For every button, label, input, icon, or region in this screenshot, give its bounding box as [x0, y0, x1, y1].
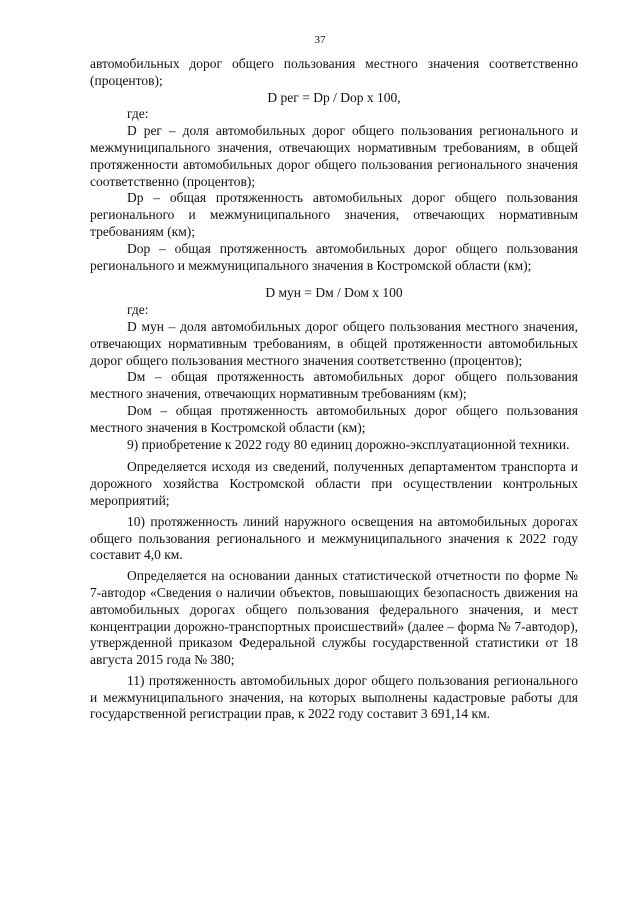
definition-dor: Dор – общая протяженность автомобильных дорог общего пользования регионального и межмуниципального значения в Костромской области (км); [90, 240, 578, 273]
definition-dom: Dом – общая протяженность автомобильных дорог общего пользования местного значения в Костромской области (км); [90, 402, 578, 435]
paragraph-continuation: автомобильных дорог общего пользования местного значения соответственно (процентов); [90, 56, 578, 88]
document-body [90, 56, 578, 723]
method-9: Определяется исходя из сведений, полученных департаментом транспорта и дорожного хозяйства Костромской области при осуществлении контрольных мероприятий; [90, 459, 578, 508]
item-11: 11) протяженность автомобильных дорог общего пользования регионального и межмуниципального значения, на которых выполнены кадастровые работы для государственной регистрации прав, к 2022 году составит 3 691,14 км. [90, 672, 578, 722]
definition-d-mun: D мун – доля автомобильных дорог общего пользования местного значения, отвечающих нормативным требованиям, в общей протяженности автомобильных дорог общего пользования местного значения соответственно (процентов); [90, 318, 578, 368]
definition-d-reg: D рег – доля автомобильных дорог общего пользования регионального и межмуниципального значения, отвечающих нормативным требованиям, в общей протяженности автомобильных дорог общего пользования регионального значения соответственно (процентов); [90, 123, 578, 189]
where-label: где: [127, 106, 149, 122]
where-label: где: [127, 302, 149, 318]
definition-dm: Dм – общая протяженность автомобильных дорог общего пользования местного значения, отвечающих нормативным требованиям (км); [90, 369, 578, 402]
formula-regional: D рег = Dр / Dор х 100, [267, 89, 401, 105]
formula-municipal: D мун = Dм / Dом х 100 [265, 285, 403, 301]
method-10: Определяется на основании данных статистической отчетности по форме № 7-автодор «Сведения о наличии объектов, повышающих безопасность движения на автомобильных дорогах общего пользования федерального значения, и мест концентрации дорожно-транспортных происшествий» (далее – форма № 7-автодор), утвержденной приказом Федеральной службы государственной статистики от 18 августа 2015 года № 380; [90, 568, 578, 668]
page-number: 37 [314, 34, 326, 46]
definition-dr: Dр – общая протяженность автомобильных дорог общего пользования регионального и межмуниципального значения, отвечающих нормативным требованиям (км); [90, 190, 578, 239]
item-9: 9) приобретение к 2022 году 80 единиц дорожно-эксплуатационной техники. [127, 436, 570, 452]
item-10: 10) протяженность линий наружного освещения на автомобильных дорогах общего пользования регионального и межмуниципального значения к 2022 году составит 4,0 км. [90, 513, 578, 563]
